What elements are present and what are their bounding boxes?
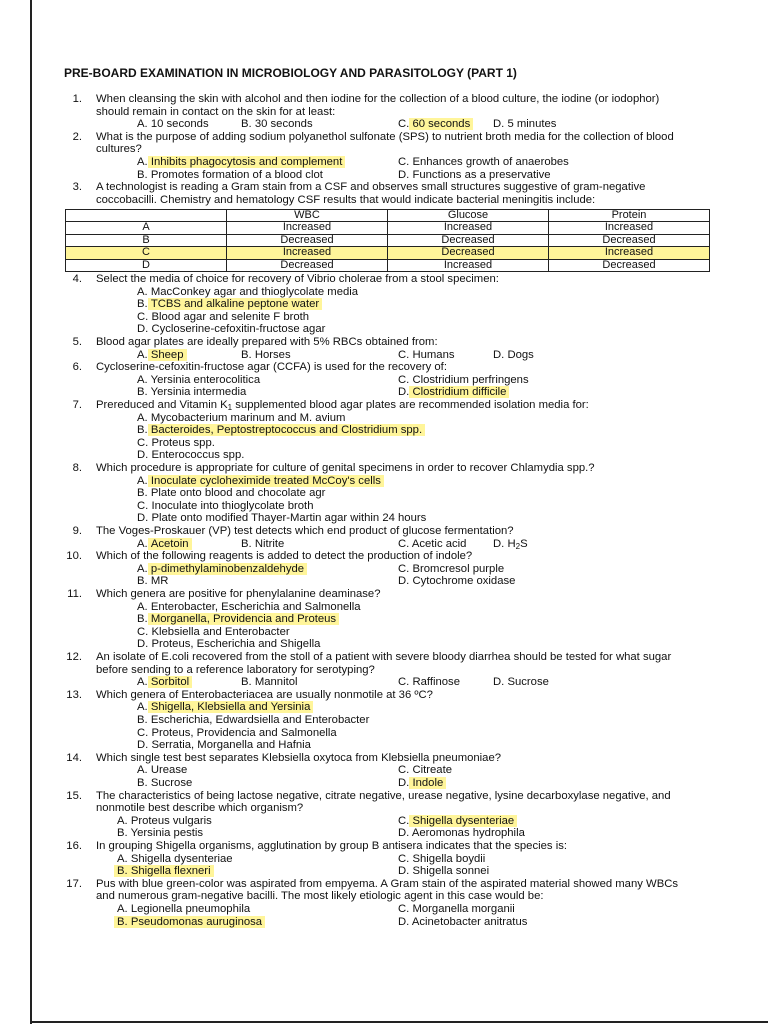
option-b[interactable] (117, 916, 265, 929)
answer-highlight: Inhibits phagocytosis and complement (148, 156, 346, 168)
option-c[interactable]: C. Citreate (398, 764, 453, 777)
option-b[interactable]: B. Morganella, Providencia and Proteus (137, 613, 339, 626)
question-stem: Which of the following reagents is added to detect the production of indole? (96, 550, 473, 563)
option-a[interactable]: A. 10 seconds (137, 118, 209, 131)
question-stem: Cycloserine-cefoxitin-fructose agar (CCFA) is used for the recovery of: (96, 361, 447, 374)
table-cell: Increased (388, 259, 549, 271)
table-cell: A (66, 222, 227, 234)
answer-highlight: Inoculate cycloheximide treated McCoy's cells (148, 475, 384, 487)
option-d[interactable]: D. Cycloserine-cefoxitin-fructose agar (137, 323, 326, 336)
question-stem-cont: cultures? (96, 143, 142, 156)
answer-highlight: Bacteroides, Peptostreptococcus and Clostridium spp. (148, 424, 425, 436)
answer-highlight: TCBS and alkaline peptone water (148, 298, 322, 310)
question-stem: When cleansing the skin with alcohol and then iodine for the collection of a blood culture, the iodine (or iodophor) (96, 93, 660, 105)
csf-results-table (65, 209, 710, 272)
subscript: 1 (227, 403, 233, 412)
option-b[interactable]: B. Sucrose (137, 777, 193, 789)
question-number: 17. (66, 877, 82, 890)
option-c[interactable]: C. Inoculate into thioglycolate broth (137, 499, 314, 512)
table-cell: Decreased (227, 234, 388, 246)
table-cell: D (66, 259, 227, 271)
option-b[interactable]: B. Plate onto blood and chocolate agr (137, 487, 326, 500)
table-row-answer[interactable] (66, 247, 710, 259)
option-c[interactable]: C. Klebsiella and Enterobacter (137, 625, 290, 638)
option-a[interactable]: A. Yersinia enterocolitica (137, 373, 261, 386)
option-a[interactable]: A. Inhibits phagocytosis and complement (137, 156, 345, 169)
question-number: 1. (72, 93, 82, 105)
answer-highlight: Sheep (148, 349, 187, 361)
option-c[interactable]: C. Blood agar and selenite F broth (137, 310, 310, 323)
option-b[interactable]: B. Escherichia, Edwardsiella and Enterobacter (137, 714, 370, 726)
option-b[interactable]: B. Yersinia intermedia (137, 386, 247, 399)
option-b[interactable]: B. Yersinia pestis (117, 827, 204, 840)
question-stem: Select the media of choice for recovery of Vibrio cholerae from a stool specimen: (96, 273, 499, 285)
question-stem: Prereduced and Vitamin $K_1$ supplemented blood agar plates are recommended isolation media for: (96, 399, 589, 412)
option-a[interactable]: A. Acetoin (137, 538, 192, 551)
option-c[interactable]: C. Bromcresol purple (398, 562, 505, 575)
exam-title: PRE-BOARD EXAMINATION IN MICROBIOLOGY AND PARASITOLOGY (PART 1) (64, 66, 517, 80)
question-stem-cont: and numerous gram-negative bacilli. The most likely etiologic agent in this case would be: (96, 890, 544, 903)
option-a[interactable]: A. Shigella, Klebsiella and Yersinia (137, 701, 313, 714)
option-d[interactable]: D. Plate onto modified Thayer-Martin agar within 24 hours (137, 512, 427, 525)
table-row[interactable] (66, 234, 710, 246)
table-header-row (66, 210, 710, 222)
table-header-cell: Glucose (388, 210, 549, 222)
option-b[interactable]: B. 30 seconds (241, 118, 313, 131)
question-stem-cont: should remain in contact on the skin for at least: (96, 105, 336, 118)
option-c[interactable]: C. Enhances growth of anaerobes (398, 156, 569, 168)
page-bottom-border (30, 1021, 768, 1023)
option-b[interactable] (117, 865, 214, 878)
answer-highlight: Shigella dysenteriae (409, 815, 517, 827)
question-number: 15. (66, 789, 82, 802)
table-cell: C (66, 247, 227, 259)
question-stem: Blood agar plates are ideally prepared with 5% RBCs obtained from: (96, 336, 438, 348)
question-stem: Pus with blue green-color was aspirated from empyema. A Gram stain of the aspirated material showed many WBCs (96, 877, 679, 890)
option-d[interactable]: D. Sucrose (493, 676, 549, 689)
answer-highlight: B. Shigella flexneri (114, 865, 214, 877)
table-cell: Increased (227, 222, 388, 234)
question-number: 7. (72, 399, 82, 411)
question-number: 16. (66, 840, 82, 852)
table-cell: Increased (388, 222, 549, 234)
option-c[interactable]: C. Shigella boydii (398, 852, 486, 865)
answer-highlight: Shigella, Klebsiella and Yersinia (148, 701, 314, 713)
option-a[interactable]: A. Proteus vulgaris (117, 814, 212, 827)
option-a[interactable]: A. Urease (137, 764, 188, 777)
table-cell: Decreased (227, 259, 388, 271)
question-stem-cont: nonmotile best describe which organism? (96, 802, 304, 815)
table-row[interactable] (66, 222, 710, 234)
option-c[interactable]: C. Humans (398, 348, 455, 361)
option-d[interactable]: D. Functions as a preservative (398, 168, 551, 181)
option-d[interactable]: D. Indole (398, 777, 446, 790)
answer-highlight: Clostridium difficile (409, 386, 509, 398)
question-number: 14. (66, 751, 82, 764)
table-cell: Increased (549, 222, 710, 234)
option-d[interactable]: D. Cytochrome oxidase (398, 575, 516, 588)
option-b[interactable]: B. Mannitol (241, 676, 298, 689)
option-a[interactable]: A. Sheep (137, 349, 187, 362)
question-number: 2. (72, 130, 82, 143)
option-c[interactable]: C. Proteus, Providencia and Salmonella (137, 726, 337, 739)
option-c[interactable]: C. Raffinose (398, 676, 460, 689)
table-cell: Decreased (388, 247, 549, 259)
question-number: 5. (72, 336, 82, 348)
option-d[interactable]: D. Acinetobacter anitratus (398, 915, 528, 928)
option-c[interactable]: C. Acetic acid (398, 537, 467, 550)
option-b[interactable]: B. Promotes formation of a blood clot (137, 168, 323, 181)
answer-highlight: Morganella, Providencia and Proteus (148, 613, 339, 625)
question-number: 12. (66, 651, 82, 663)
question-stem: Which genera of Enterobacteriacea are usually nonmotile at 36 ºC? (96, 688, 433, 701)
option-d[interactable]: D. Clostridium difficile (398, 386, 509, 399)
option-b[interactable]: B. MR (137, 575, 169, 588)
option-c[interactable]: C. Proteus spp. (137, 436, 215, 449)
question-stem-cont: before sending to a reference laboratory for serotyping? (96, 663, 375, 676)
table-cell: Decreased (549, 259, 710, 271)
question-number: 8. (72, 462, 82, 474)
table-cell: Increased (549, 247, 710, 259)
option-a[interactable]: A. Enterobacter, Escherichia and Salmonella (137, 600, 361, 613)
table-cell: Decreased (388, 234, 549, 246)
option-b[interactable]: B. Nitrite (241, 537, 285, 550)
option-d[interactable]: D. Aeromonas hydrophila (398, 827, 525, 840)
option-a[interactable]: A. Mycobacterium marinum and M. avium (137, 411, 346, 424)
option-d[interactable]: D. Serratia, Morganella and Hafnia (137, 739, 311, 752)
option-d[interactable]: D. Dogs (493, 348, 534, 361)
option-a[interactable]: A. Inoculate cycloheximide treated McCoy's cells (137, 475, 384, 488)
question-stem: In grouping Shigella organisms, agglutination by group B antisera indicates that the species is: (96, 840, 567, 852)
question-stem: Which genera are positive for phenylalanine deaminase? (96, 588, 381, 600)
table-cell: Increased (227, 247, 388, 259)
option-c[interactable]: C. Clostridium perfringens (398, 373, 529, 386)
table-header-cell: Protein (549, 210, 710, 222)
question-stem: The characteristics of being lactose negative, citrate negative, urease negative, lysine decarboxylase negative, and (96, 789, 671, 802)
option-a[interactable]: A. Shigella dysenteriae (117, 852, 233, 865)
question-stem: What is the purpose of adding sodium polyanethol sulfonate (SPS) to nutrient broth media for the collection of blood (96, 130, 674, 143)
table-row[interactable] (66, 259, 710, 271)
option-b[interactable]: B. Bacteroides, Peptostreptococcus and Clostridium spp. (137, 424, 425, 437)
question-number: 3. (72, 181, 82, 194)
question-number: 10. (66, 550, 82, 563)
question-number: 11. (67, 588, 82, 600)
option-b[interactable]: B. TCBS and alkaline peptone water (137, 298, 322, 311)
option-a[interactable]: A. p-dimethylaminobenzaldehyde (137, 563, 307, 576)
question-number: 6. (72, 361, 82, 374)
question-number: 9. (72, 525, 82, 537)
option-a[interactable]: A. Sorbitol (137, 676, 192, 689)
question-number: 13. (66, 688, 82, 701)
answer-highlight: Indole (409, 777, 446, 789)
option-c[interactable]: C. 60 seconds (398, 118, 473, 131)
option-a[interactable]: A. Legionella pneumophila (117, 903, 251, 915)
table-header-cell (66, 210, 227, 222)
option-d[interactable]: D. 5 minutes (493, 118, 557, 131)
option-c[interactable]: C. Shigella dysenteriae (398, 815, 517, 828)
option-d[interactable]: D. Shigella sonnei (398, 865, 490, 878)
option-d[interactable]: D. $H_2S$ (493, 537, 528, 551)
table-header-cell: WBC (227, 210, 388, 222)
option-b[interactable]: B. Horses (241, 348, 291, 361)
answer-highlight: Acetoin (148, 538, 192, 550)
answer-highlight: 60 seconds (409, 118, 473, 130)
question-stem-cont: coccobacilli. Chemistry and hematology CSF results that would indicate bacterial meningitis include: (96, 193, 596, 206)
table-cell: Decreased (549, 234, 710, 246)
question-stem: A technologist is reading a Gram stain from a CSF and observes small structures suggestive of gram-negative (96, 181, 646, 194)
answer-highlight: p-dimethylaminobenzaldehyde (148, 563, 307, 575)
question-stem: Which single test best separates Klebsiella oxytoca from Klebsiella pneumoniae? (96, 751, 502, 764)
table-cell: B (66, 234, 227, 246)
question-number: 4. (72, 273, 82, 285)
answer-highlight: B. Pseudomonas auruginosa (114, 916, 265, 928)
option-c[interactable]: C. Morganella morganii (398, 903, 515, 915)
option-a[interactable]: A. MacConkey agar and thioglycolate media (137, 285, 359, 298)
question-stem: Which procedure is appropriate for culture of genital specimens in order to recover Chlamydia spp.? (96, 462, 595, 474)
question-stem: An isolate of E.coli recovered from the stoll of a patient with severe bloody diarrhea should be tested for what sugar (96, 651, 672, 663)
question-stem: The Voges-Proskauer (VP) test detects which end product of glucose fermentation? (96, 525, 514, 537)
option-d[interactable]: D. Proteus, Escherichia and Shigella (137, 638, 321, 651)
option-d[interactable]: D. Enterococcus spp. (137, 449, 245, 462)
answer-highlight: Sorbitol (148, 676, 192, 688)
page-left-border (30, 0, 32, 1024)
